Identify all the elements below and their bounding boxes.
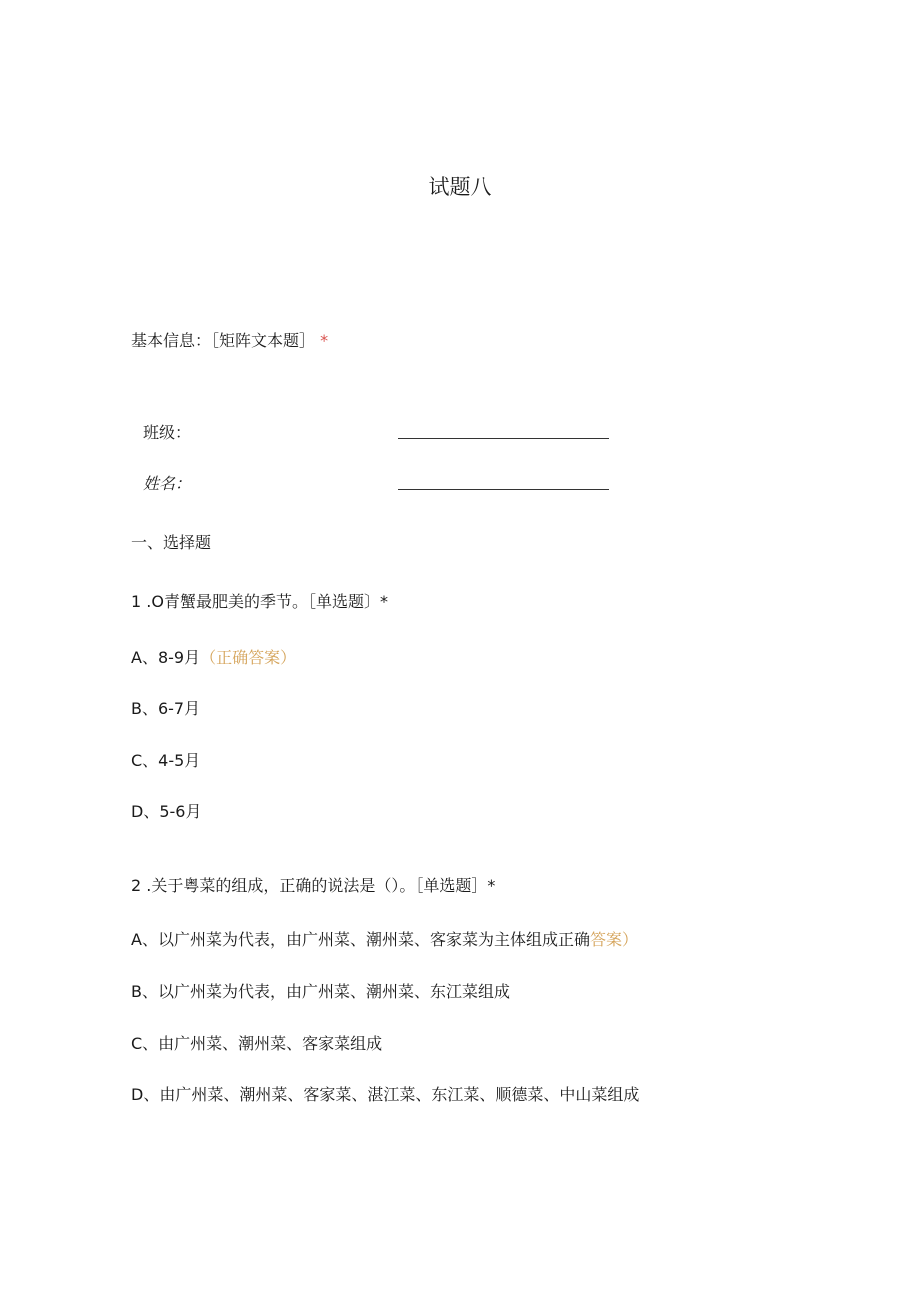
question-1-option-b[interactable]: B、6-7月 (131, 699, 201, 718)
option-label: A、以广州菜为代表，由广州菜、潮州菜、客家菜为主体组成正确 (131, 930, 590, 949)
class-field-label: 班级： (143, 423, 192, 442)
section-heading: 一、选择题 (131, 533, 212, 552)
question-2-option-a[interactable] (131, 930, 638, 950)
correct-answer-note: 答案） (589, 930, 638, 949)
class-field-input-line[interactable] (398, 438, 609, 439)
question-1-option-a[interactable] (131, 648, 296, 668)
option-label: A、8-9月 (131, 648, 201, 667)
question-2-text: 2 .关于粤菜的组成，正确的说法是（）。［单选题］* (131, 876, 496, 895)
correct-answer-note: （正确答案） (200, 648, 297, 667)
question-1-option-d[interactable]: D、5-6月 (131, 802, 202, 821)
name-field-label: 姓名： (143, 474, 192, 493)
page-title: 试题八 (428, 175, 492, 199)
question-1-text: 1 .O青蟹最肥美的季节。［单选题〕* (131, 592, 388, 611)
question-2-option-b[interactable]: B、以广州菜为代表，由广州菜、潮州菜、东江菜组成 (131, 982, 510, 1001)
basic-info-label: 基本信息：［矩阵文本题］ (131, 331, 316, 350)
question-1-option-c[interactable]: C、4-5月 (131, 751, 201, 770)
question-2-option-c[interactable]: C、由广州菜、潮州菜、客家菜组成 (131, 1034, 383, 1053)
required-mark: * (320, 331, 329, 350)
name-field-input-line[interactable] (398, 489, 609, 490)
question-2-option-d[interactable]: D、由广州菜、潮州菜、客家菜、湛江菜、东江菜、顺德菜、中山菜组成 (131, 1085, 640, 1104)
basic-info-heading (131, 331, 328, 351)
